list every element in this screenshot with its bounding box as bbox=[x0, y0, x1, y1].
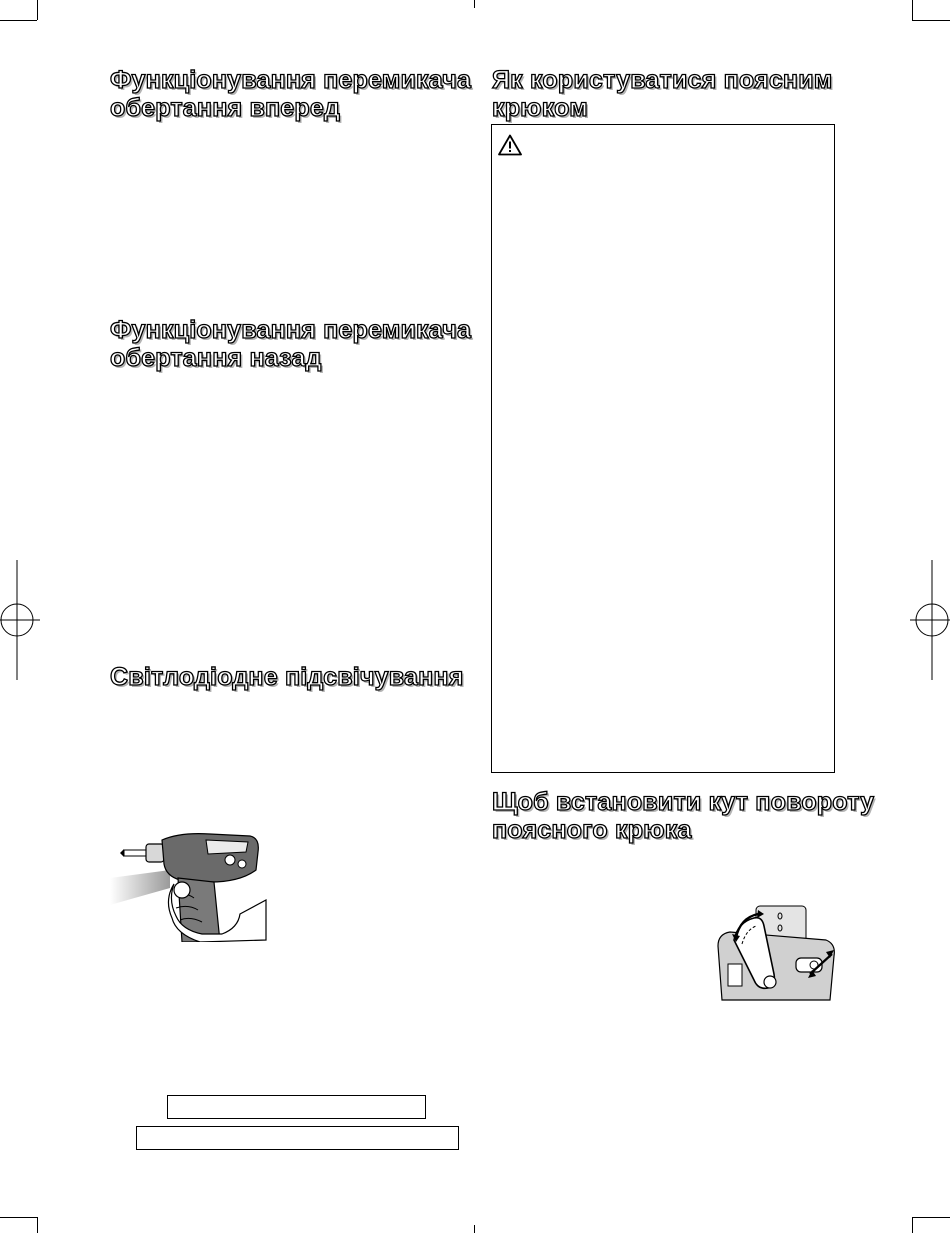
heading-led-light bbox=[110, 663, 464, 691]
heading-reverse-switch bbox=[110, 316, 471, 372]
registration-mark-icon bbox=[0, 560, 40, 680]
heading-forward-line1: Функціонування перемикача bbox=[110, 66, 472, 94]
heading-belt-hook-line2: крюком bbox=[492, 94, 588, 122]
heading-belt-hook-line1: Як користуватися поясним bbox=[492, 66, 833, 94]
belt-hook-illustration bbox=[714, 904, 840, 1002]
heading-forward-line2: обертання вперед bbox=[110, 94, 341, 122]
crop-mark-top-center bbox=[474, 0, 475, 8]
warning-triangle-icon bbox=[498, 134, 522, 156]
impact-driver-illustration bbox=[110, 830, 275, 942]
heading-hook-angle-line1: Щоб встановити кут повороту bbox=[492, 788, 875, 816]
heading-reverse-line2: обертання назад bbox=[110, 344, 322, 372]
heading-reverse-line1: Функціонування перемикача bbox=[110, 316, 472, 344]
label-box-upper bbox=[167, 1095, 426, 1119]
heading-hook-angle-line2: поясного крюка bbox=[492, 816, 692, 844]
registration-mark-icon bbox=[910, 560, 950, 680]
label-box-lower bbox=[136, 1126, 459, 1150]
heading-forward-switch bbox=[110, 66, 471, 122]
warning-box bbox=[491, 124, 835, 773]
heading-belt-hook bbox=[492, 66, 832, 122]
crop-mark-bottom-center bbox=[474, 1225, 475, 1233]
heading-led-text: Світлодіодне підсвічування bbox=[110, 663, 464, 691]
heading-hook-angle bbox=[492, 788, 874, 844]
